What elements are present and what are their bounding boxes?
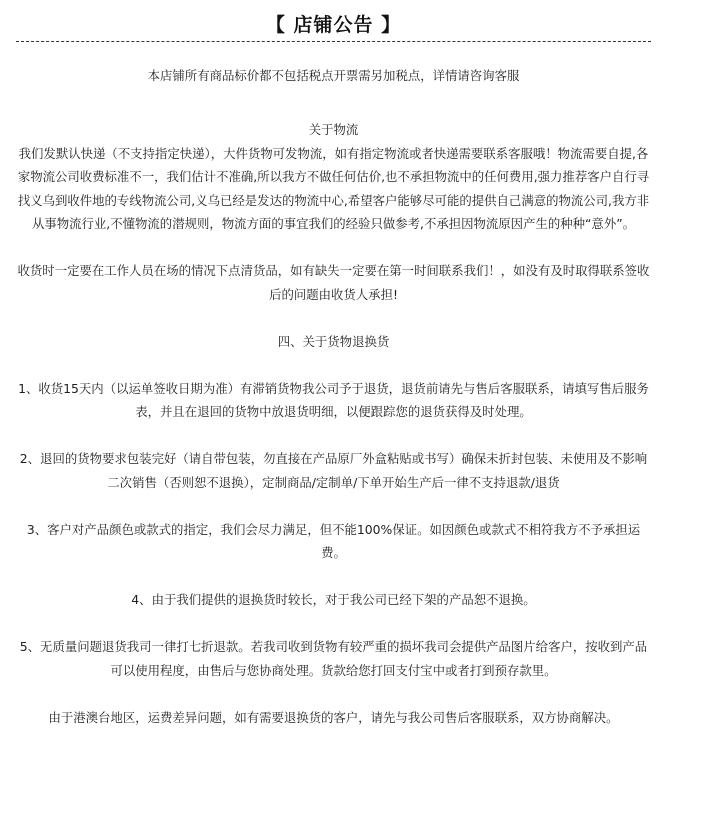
returns-heading: 四、关于货物退换货 <box>277 333 390 349</box>
spacer <box>16 88 651 112</box>
logistics-body: 我们发默认快递（不支持指定快递），大件货物可发物流，如有指定物流或者快递需要联系客服哦！物流需要自提,各家物流公司收费标准不一，我们估计不准确,所以我方不做任何估价,也不承担物流中的任何费用,强力推荐客户自行寻找义乌到收件地的专线物流公司,义乌已经是发达的物流中心,希望客户能够尽可能的提供自己满意的物流公司,我方非从事物流行业,不懂物流的潜规则，物流方面的事宜我们的经验只做参考,不承担因物流原因产生的种种“意外”。 <box>17 145 650 231</box>
spacer <box>16 682 651 706</box>
notice-title: 【 店铺公告 】 <box>265 14 402 36</box>
spacer <box>16 306 651 330</box>
receipt-note: 收货时一定要在工作人员在场的情况下点清货品，如有缺失一定要在第一时间联系我们！，如没有及时取得联系签收后的问题由收货人承担! <box>17 263 650 302</box>
return-rule-2: 2、退回的货物要求包装完好（请自带包装，勿直接在产品原厂外盒粘贴或书写）确保未折封包装、未使用及不影响二次销售（否则恕不退换），定制商品/定制单/下单开始生产后一律不支持退款/退货 <box>19 451 648 490</box>
spacer <box>16 612 651 636</box>
return-rule-1: 1、收货15天内（以运单签收日期为准）有滞销货物我公司予于退货，退货前请先与售后客服联系，请填写售后服务表，并且在退回的货物中放退货明细，以便跟踪您的退货获得及时处理。 <box>18 380 649 419</box>
return-rule-3: 3、客户对产品颜色或款式的指定，我们会尽力满足，但不能100%保证。如因颜色或款式不相符我方不予承担运费。 <box>26 521 641 560</box>
title-divider <box>16 41 651 42</box>
spacer <box>16 494 651 518</box>
return-rule-5: 5、无质量问题退货我司一律打七折退款。若我司收到货物有较严重的损坏我司会提供产品图片给客户，按收到产品可以使用程度，由售后与您协商处理。货款给您打回支付宝中或者打到预存款里。 <box>19 639 648 678</box>
notice-content <box>16 64 651 729</box>
spacer <box>16 236 651 260</box>
spacer <box>16 353 651 377</box>
return-rule-4: 4、由于我们提供的退换货时较长，对于我公司已经下架的产品恕不退换。 <box>131 592 536 607</box>
spacer <box>16 565 651 589</box>
tax-note: 本店铺所有商品标价都不包括税点开票需另加税点，详情请咨询客服 <box>147 68 520 83</box>
spacer <box>16 424 651 448</box>
hk-macau-taiwan-note: 由于港澳台地区，运费差异问题，如有需要退换货的客户，请先与我公司售后客服联系，双方协商解决。 <box>48 709 619 725</box>
logistics-heading: 关于物流 <box>308 122 359 137</box>
